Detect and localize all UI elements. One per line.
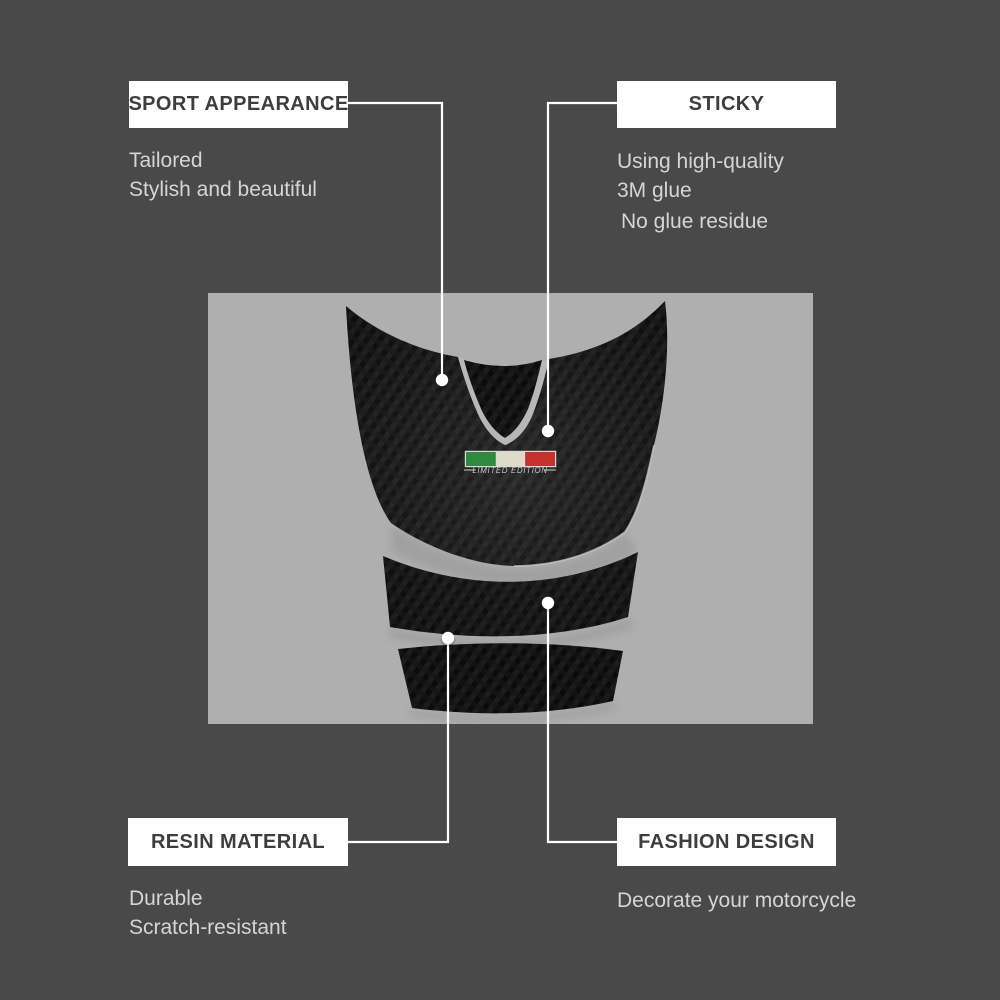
feature-desc-fashion-design	[617, 886, 856, 915]
desc-line: Tailored	[129, 149, 203, 172]
tank-pad-product-image	[208, 293, 813, 724]
feature-label-text: SPORT APPEARANCE	[128, 93, 349, 115]
desc-line: Durable	[129, 887, 203, 910]
desc-line: 3M glue	[617, 179, 692, 202]
feature-label-text: RESIN MATERIAL	[150, 830, 326, 853]
tank-pad-bottom-strip	[398, 643, 623, 713]
italy-flag-icon	[466, 452, 556, 467]
desc-line: No glue residue	[621, 210, 769, 233]
feature-desc-resin-material	[129, 884, 287, 942]
desc-line: Using high-quality	[617, 150, 784, 173]
feature-label-sticky	[617, 81, 836, 128]
limited-edition-badge	[464, 452, 556, 476]
product-photo-panel	[208, 293, 813, 724]
feature-desc-sticky	[617, 147, 784, 236]
limited-edition-label: LIMITED EDITION	[472, 466, 548, 475]
desc-line: Stylish and beautiful	[129, 178, 317, 201]
desc-line: Scratch-resistant	[129, 916, 287, 939]
feature-label-text: STICKY	[688, 93, 765, 115]
desc-line: Decorate your motorcycle	[617, 889, 857, 912]
feature-label-text: FASHION DESIGN	[638, 830, 815, 853]
feature-label-sport-appearance	[129, 81, 348, 128]
feature-desc-sport-appearance	[129, 146, 317, 204]
feature-label-resin-material	[128, 818, 348, 866]
feature-label-fashion-design	[617, 818, 836, 866]
